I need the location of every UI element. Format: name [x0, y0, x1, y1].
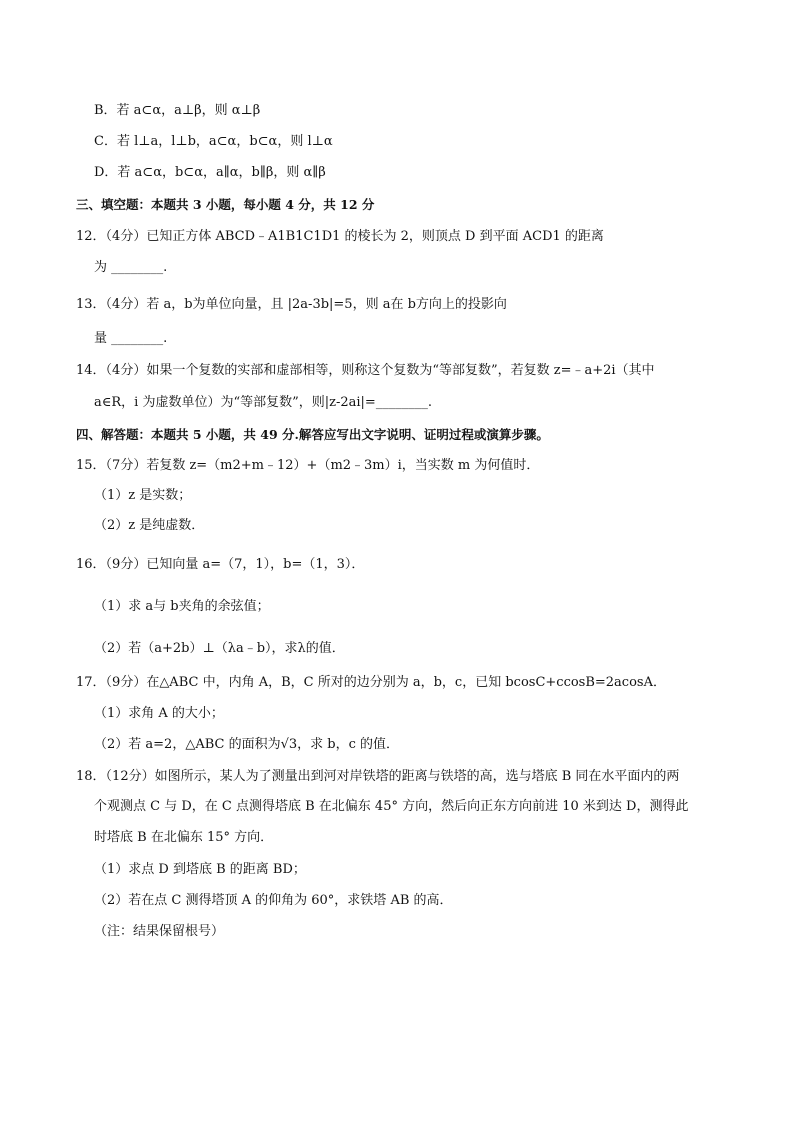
q18-part1: （1）求点 D 到塔底 B 的距离 BD； — [94, 862, 306, 877]
q16-part2: （2）若（a+2b）⊥（λa﹣b），求λ的值． — [94, 641, 345, 656]
q15-stem: 15．（7分）若复数 z=（m2+m﹣12）+（m2﹣3m）i，当实数 m 为何值时． — [76, 458, 540, 473]
q15-part1: （1）z 是实数； — [94, 488, 192, 503]
q14-line2: a∈R，i 为虚数单位）为“等部复数”，则|z-2ai|=________. — [94, 395, 432, 410]
q18-line2: 个观测点 C 与 D，在 C 点测得塔底 B 在北偏东 45° 方向，然后向正东方向前进 10 米到达 D，测得此 — [94, 799, 689, 814]
q18-line3: 时塔底 B 在北偏东 15° 方向． — [94, 830, 274, 845]
section-4-title: 四、解答题：本题共 5 小题，共 49 分.解答应写出文字说明、证明过程或演算步骤。 — [76, 427, 549, 442]
option-c: C．若 l⊥a，l⊥b，a⊂α，b⊂α，则 l⊥α — [94, 134, 333, 149]
q15-part2: （2）z 是纯虚数． — [94, 518, 205, 533]
option-b: B．若 a⊂α，a⊥β，则 α⊥β — [94, 103, 261, 118]
q17-stem: 17．（9分）在△ABC 中，内角 A，B，C 所对的边分别为 a，b，c，已知 bcosC+ccosB=2acosA． — [76, 675, 666, 690]
section-3-title: 三、填空题：本题共 3 小题，每小题 4 分，共 12 分 — [76, 197, 375, 212]
q13-line1: 13．（4分）若 a，b为单位向量，且 |2a-3b|=5，则 a在 b方向上的投影向 — [76, 297, 507, 312]
q17-part2: （2）若 a=2，△ABC 的面积为√3，求 b，c 的值． — [94, 737, 399, 752]
q17-part1: （1）求角 A 的大小； — [94, 706, 224, 721]
q18-line1: 18．（12分）如图所示，某人为了测量出到河对岸铁塔的距离与铁塔的高，选与塔底 B 同在水平面内的两 — [76, 769, 680, 784]
option-d: D．若 a⊂α，b⊂α，a∥α，b∥β，则 α∥β — [94, 165, 326, 180]
q14-line1: 14．（4分）如果一个复数的实部和虚部相等，则称这个复数为“等部复数”，若复数 z=﹣a+2i（其中 — [76, 363, 655, 378]
q18-part2: （2）若在点 C 测得塔顶 A 的仰角为 60°，求铁塔 AB 的高． — [94, 893, 453, 908]
q12-line1: 12．（4分）已知正方体 ABCD﹣A1B1C1D1 的棱长为 2，则顶点 D 到平面 ACD1 的距离 — [76, 229, 604, 244]
q13-line2: 量 ________. — [94, 331, 168, 346]
q12-line2: 为 ________. — [94, 260, 168, 275]
q16-part1: （1）求 a与 b夹角的余弦值； — [94, 599, 270, 614]
q18-note: （注：结果保留根号） — [94, 924, 225, 939]
q16-stem: 16．（9分）已知向量 a=（7，1），b=（1，3）． — [76, 557, 365, 572]
